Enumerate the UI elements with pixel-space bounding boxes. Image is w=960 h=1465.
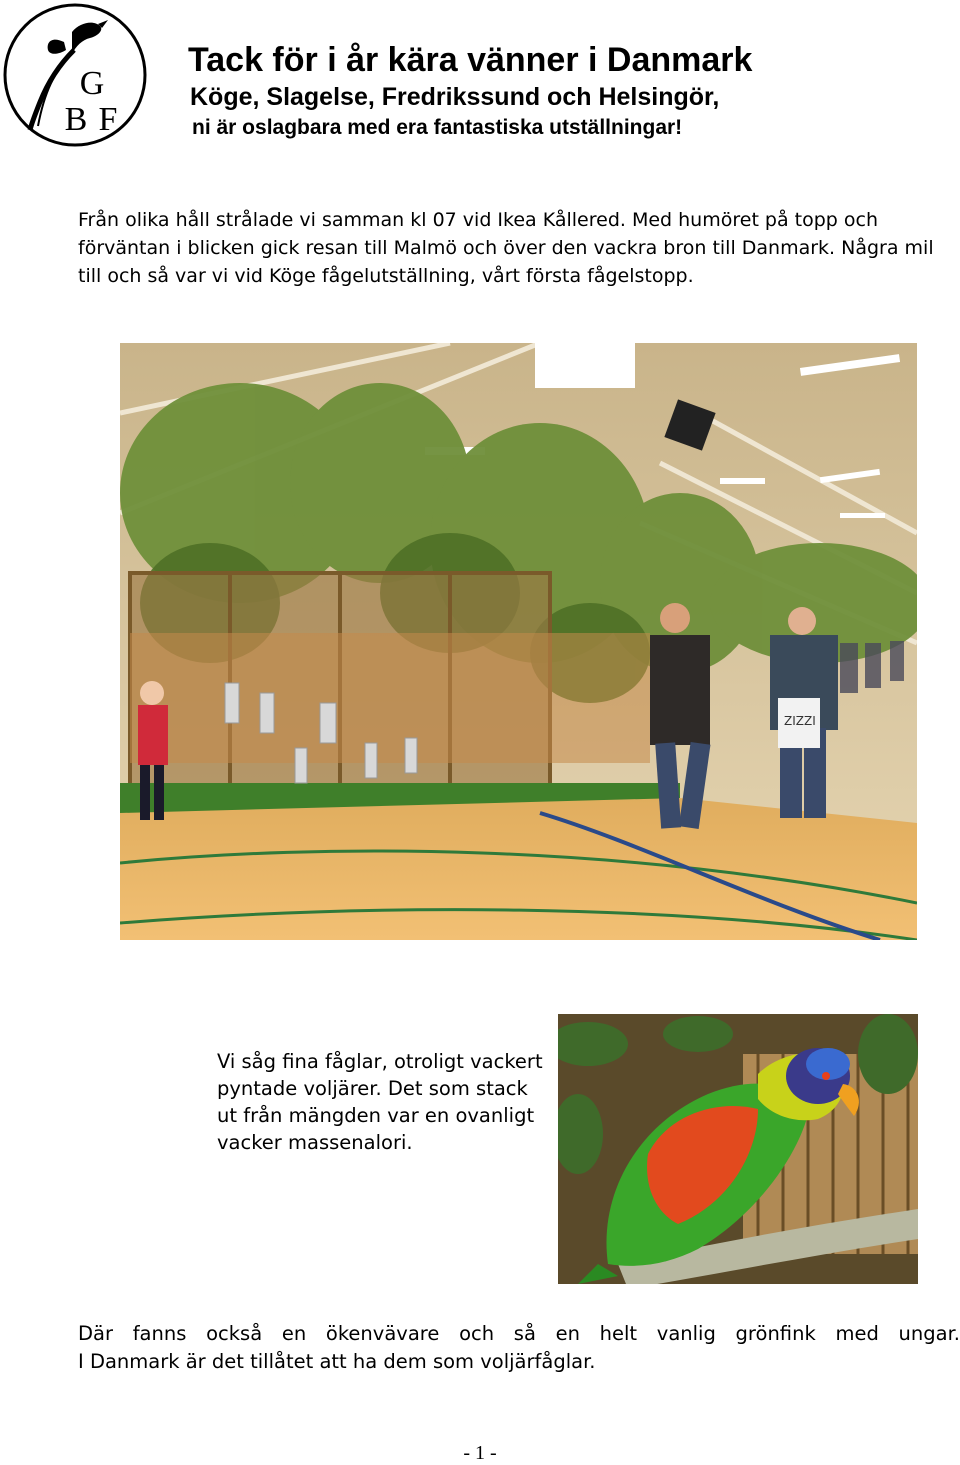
gbf-logo — [2, 2, 148, 148]
outro-line-1: Där fanns också en ökenvävare och så en helt vanlig grönfink med ungar. — [78, 1322, 960, 1345]
page-number: - 1 - — [463, 1442, 497, 1464]
logo-letter-g: G — [79, 65, 105, 102]
intro-paragraph: Från olika håll strålade vi samman kl 07 vid Ikea Kållered. Med humöret på topp och förväntan i blicken gick resan till Malmö och över den vackra bron till Danmark. Några mil till och så var vi vid Köge fågelutställning, vårt första fågelstopp. — [78, 209, 934, 287]
header — [170, 40, 950, 142]
bird-caption: Vi såg fina fåglar, otroligt vackert pyntade voljärer. Det som stack ut från mängden var en ovanligt vacker massenalori. — [217, 1050, 543, 1154]
exhibition-hall-photo — [120, 343, 917, 940]
subtitle-cities: Köge, Slagelse, Fredrikssund och Helsingör, — [190, 83, 720, 111]
logo-letter-b: B — [64, 101, 88, 138]
shopping-bag-label: ZIZZI — [784, 714, 816, 728]
massena-lorikeet-photo — [558, 1014, 918, 1284]
logo-letter-f: F — [98, 101, 118, 138]
outro-paragraph — [78, 1320, 960, 1376]
outro-line-2: I Danmark är det tillåtet att ha dem som voljärfåglar. — [78, 1350, 596, 1373]
page-title: Tack för i år kära vänner i Danmark — [188, 41, 753, 79]
subtitle-praise: ni är oslagbara med era fantastiska utställningar! — [192, 116, 683, 139]
